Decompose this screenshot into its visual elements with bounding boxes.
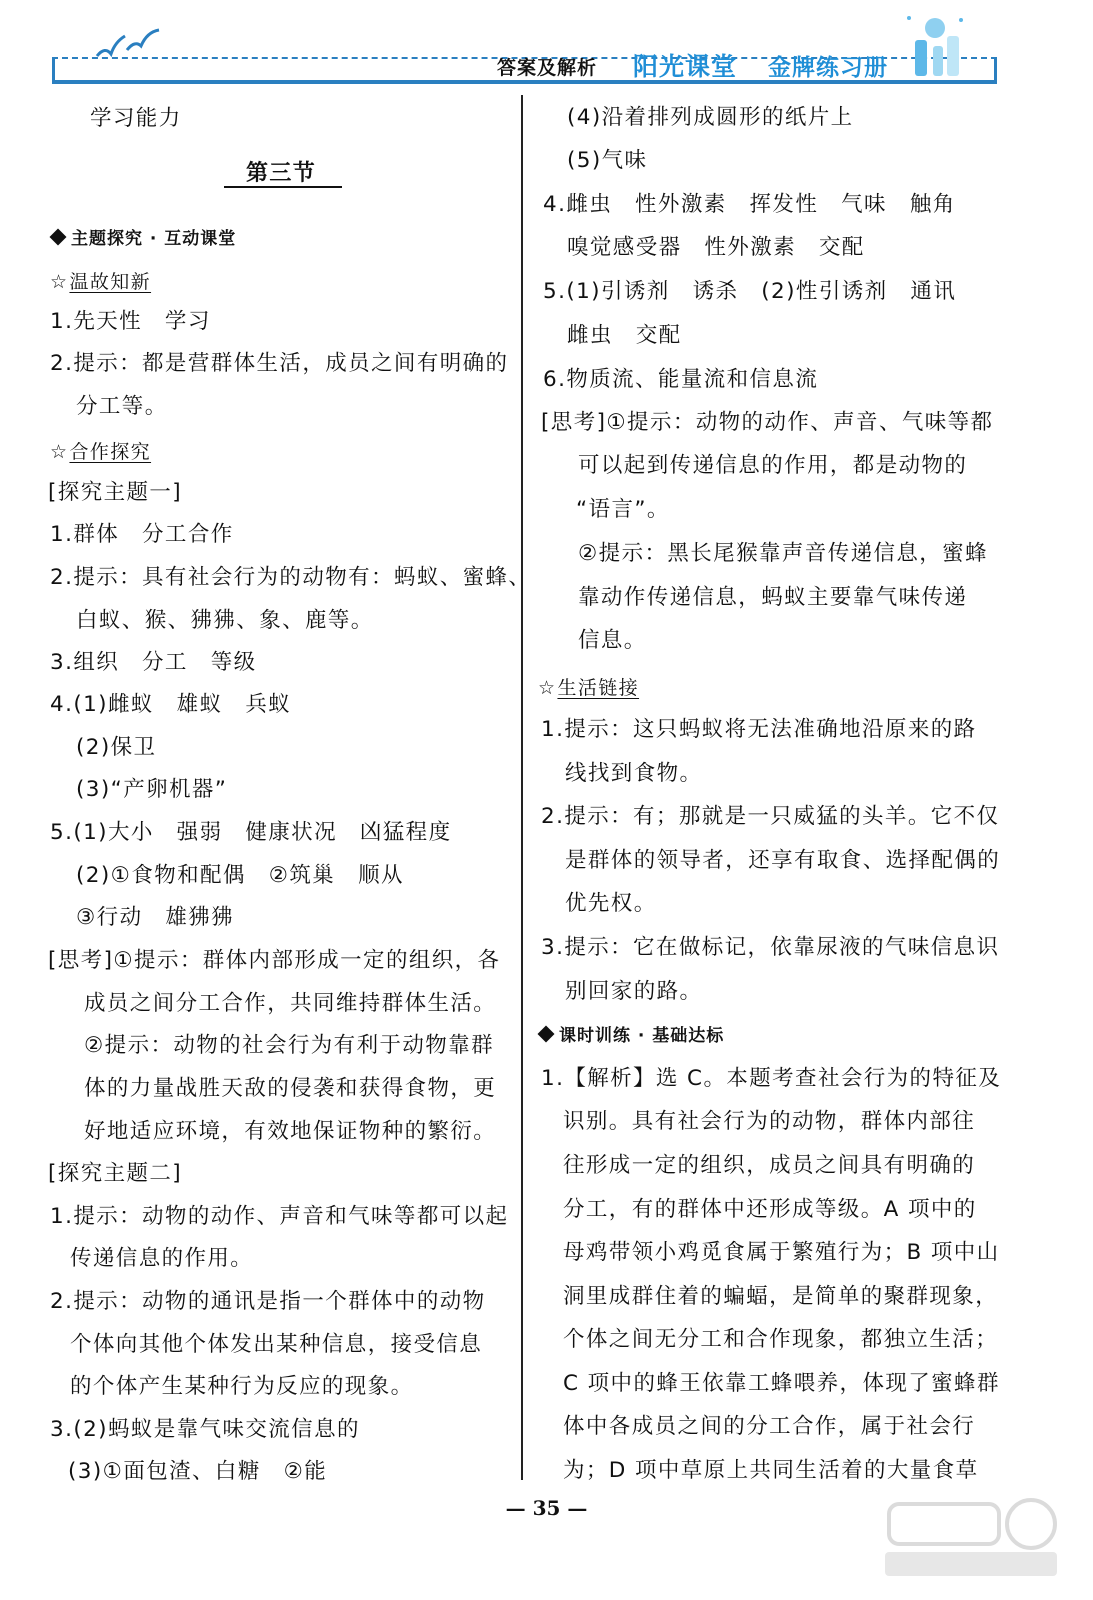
subsection-heading: ☆合作探究 [50, 441, 152, 463]
header-left-edge [52, 57, 55, 82]
text-line: 4.雌虫 性外激素 挥发性 气味 触角 [543, 192, 956, 217]
text-line: 1.先天性 学习 [50, 309, 211, 334]
text-line: 信息。 [578, 628, 647, 653]
text-line: 1.【解析】选 C。本题考查社会行为的特征及 [541, 1066, 1002, 1091]
column-divider [521, 95, 523, 1480]
text-line: 1.群体 分工合作 [50, 522, 234, 547]
diamond-icon [538, 1026, 555, 1043]
text-line: 识别。具有社会行为的动物，群体内部往 [563, 1109, 976, 1134]
text-line: 3.(2)蚂蚁是靠气味交流信息的 [50, 1417, 360, 1442]
text-line: (5)气味 [567, 148, 648, 173]
text-line: 别回家的路。 [565, 979, 703, 1004]
text-line: ②提示：动物的社会行为有利于动物靠群 [84, 1033, 494, 1058]
text-line: 传递信息的作用。 [70, 1246, 254, 1271]
text-line: 的个体产生某种行为反应的现象。 [70, 1374, 414, 1399]
text-line: 2.提示：动物的通讯是指一个群体中的动物 [50, 1289, 486, 1314]
text-line: (3)①面包渣、白糖 ②能 [68, 1459, 328, 1484]
header-brand: 阳光课堂 [633, 52, 738, 81]
text-line: [思考]①提示：群体内部形成一定的组织，各 [48, 948, 501, 973]
text-line: 线找到食物。 [565, 761, 703, 786]
star-outline-icon: ☆ [50, 441, 69, 463]
text-line: ②提示：黑长尾猴靠声音传递信息，蜜蜂 [578, 541, 988, 566]
text-line: C 项中的蜂王依靠工蜂喂养，体现了蜜蜂群 [563, 1371, 1000, 1396]
trophy-deco-icon [895, 10, 970, 82]
text-line: [探究主题一] [48, 480, 183, 505]
text-line: 体的力量战胜天敌的侵袭和获得食物，更 [84, 1076, 497, 1101]
text-line: 个体向其他个体发出某种信息，接受信息 [70, 1332, 483, 1357]
page-header [0, 0, 1093, 100]
text-line: 学习能力 [90, 106, 182, 131]
subsection-heading: ☆生活链接 [538, 677, 640, 699]
star-outline-icon: ☆ [538, 677, 557, 699]
text-line: 是群体的领导者，还享有取食、选择配偶的 [565, 848, 1001, 873]
text-line: 体中各成员之间的分工合作，属于社会行 [563, 1414, 976, 1439]
text-line: 3.组织 分工 等级 [50, 650, 257, 675]
text-line: 优先权。 [565, 891, 657, 916]
text-line: ③行动 雄狒狒 [76, 905, 235, 930]
header-subtitle: 金牌练习册 [768, 55, 888, 81]
text-line: 母鸡带领小鸡觅食属于繁殖行为；B 项中山 [563, 1240, 1000, 1265]
text-line: 成员之间分工合作，共同维持群体生活。 [84, 991, 497, 1016]
text-line: (4)沿着排列成圆形的纸片上 [567, 105, 854, 130]
watermark-logo [881, 1492, 1061, 1582]
text-line: 洞里成群住着的蝙蝠，是简单的聚群现象， [563, 1284, 999, 1309]
text-line: [思考]①提示：动物的动作、声音、气味等都 [541, 410, 994, 435]
text-line: 往形成一定的组织，成员之间具有明确的 [563, 1153, 976, 1178]
section-heading: 课时训练 · 基础达标 [540, 1022, 724, 1050]
section-title: 第三节 [246, 161, 317, 186]
text-line: 5.(1)大小 强弱 健康状况 凶猛程度 [50, 820, 452, 845]
text-line: 为；D 项中草原上共同生活着的大量食草 [563, 1458, 979, 1483]
text-line: 雌虫 交配 [567, 323, 682, 348]
text-line: 分工等。 [76, 394, 168, 419]
text-line: (2)①食物和配偶 ②筑巢 顺从 [76, 863, 404, 888]
header-right-edge [994, 57, 997, 82]
text-line: 个体之间无分工和合作现象，都独立生活； [563, 1327, 999, 1352]
text-line: 2.提示：有；那就是一只威猛的头羊。它不仅 [541, 804, 1000, 829]
text-line: 3.提示：它在做标记，依靠尿液的气味信息识 [541, 935, 1000, 960]
text-line: 5.(1)引诱剂 诱杀 (2)性引诱剂 通讯 [543, 279, 957, 304]
text-line: 分工，有的群体中还形成等级。A 项中的 [563, 1197, 977, 1222]
text-line: (3)“产卵机器” [76, 777, 228, 802]
text-line: 1.提示：这只蚂蚁将无法准确地沿原来的路 [541, 717, 977, 742]
section-title-underline [224, 186, 342, 188]
text-line: 4.(1)雌蚁 雄蚁 兵蚁 [50, 692, 292, 717]
section-heading: 主题探究 · 互动课堂 [52, 225, 236, 253]
text-line: 嗅觉感受器 性外激素 交配 [567, 235, 865, 260]
text-line: (2)保卫 [76, 735, 157, 760]
text-line: 靠动作传递信息，蚂蚁主要靠气味传递 [578, 585, 968, 610]
text-line: 好地适应环境，有效地保证物种的繁衍。 [84, 1119, 497, 1144]
text-line: 2.提示：具有社会行为的动物有：蚂蚁、蜜蜂、 [50, 565, 532, 590]
text-line: 可以起到传递信息的作用，都是动物的 [578, 453, 968, 478]
star-outline-icon: ☆ [50, 271, 69, 293]
text-line: “语言”。 [576, 497, 670, 522]
page-number: — 35 — [505, 1496, 588, 1520]
header-answer-label: 答案及解析 [497, 57, 598, 79]
text-line: 白蚁、猴、狒狒、象、鹿等。 [76, 608, 374, 633]
text-line: [探究主题二] [48, 1161, 183, 1186]
text-line: 2.提示：都是营群体生活，成员之间有明确的 [50, 351, 509, 376]
text-line: 1.提示：动物的动作、声音和气味等都可以起 [50, 1204, 509, 1229]
diamond-icon [50, 229, 67, 246]
subsection-heading: ☆温故知新 [50, 271, 152, 293]
text-line: 6.物质流、能量流和信息流 [543, 367, 819, 392]
